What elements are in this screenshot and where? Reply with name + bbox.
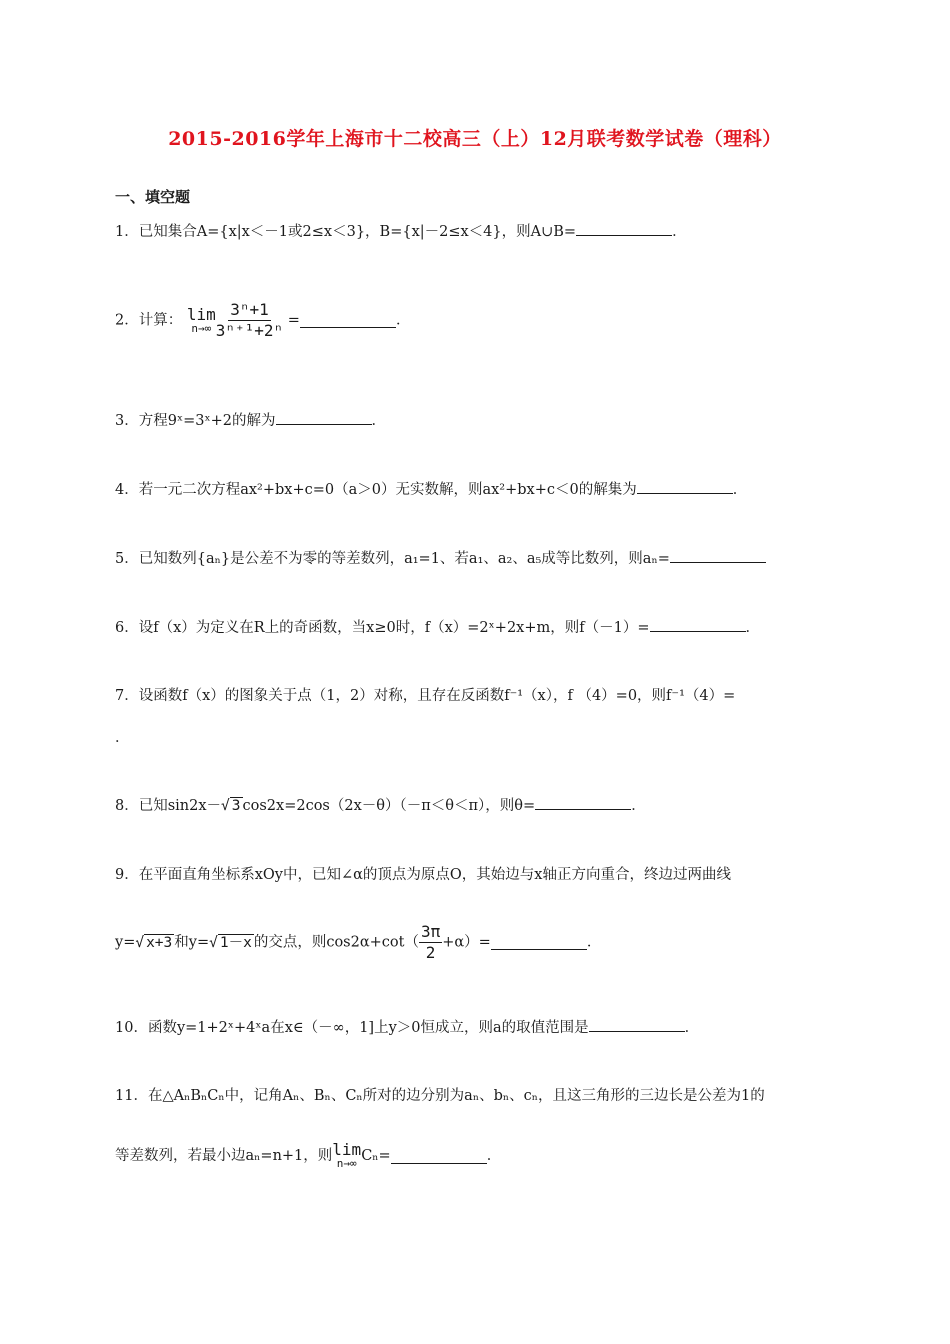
- question-1-text: 1．已知集合A={x|x＜－1或2≤x＜3}，B={x|－2≤x＜4}，则A∪B=: [115, 224, 577, 240]
- section-heading: 一、填空题: [115, 188, 191, 206]
- question-11: [115, 1086, 765, 1106]
- answer-blank-10[interactable]: [589, 1017, 685, 1032]
- fraction-expression: $\frac{\text{3ⁿ+1}}{\text{3ⁿ⁺¹+2ⁿ}}$: [215, 300, 284, 340]
- question-11-text: 11．在△AₙBₙCₙ中，记角Aₙ、Bₙ、Cₙ所对的边分别为aₙ、bₙ、cₙ，且这三角形的三边长是公差为1的: [115, 1088, 765, 1104]
- page-title: 2015-2016学年上海市十二校高三（上）12月联考数学试卷（理科）: [168, 128, 782, 150]
- answer-blank-11[interactable]: [391, 1149, 487, 1164]
- answer-blank-3[interactable]: [276, 410, 372, 425]
- question-9-continued: y=√ x+3 和y=√ 1－x 的交点，则cos2α+cot（ $\frac{3\pi}{2}$ +α）= ．: [115, 922, 602, 962]
- question-6-text: 6．设f（x）为定义在R上的奇函数，当x≥0时，f（x）=2ˣ+2x+m，则f（－1）=: [115, 620, 650, 636]
- question-5: [115, 548, 766, 569]
- answer-blank-5[interactable]: [670, 548, 766, 563]
- answer-blank-2[interactable]: [300, 313, 396, 328]
- question-7-continued: ．: [115, 730, 130, 746]
- question-3: 3．方程9ˣ=3ˣ+2的解为 ．: [115, 410, 386, 431]
- sqrt-expression: √ 1－x: [209, 934, 252, 951]
- question-7: [115, 686, 735, 706]
- question-4: 4．若一元二次方程ax²+bx+c=0（a＞0）无实数解，则ax²+bx+c＜0的解集为 ．: [115, 479, 747, 500]
- question-2-text: 2．计算：: [115, 312, 183, 329]
- question-9-text: 9．在平面直角坐标系xOy中，已知∠α的顶点为原点O，其始边与x轴正方向重合，终边过两曲线: [115, 867, 731, 883]
- answer-blank-1[interactable]: [576, 221, 672, 236]
- answer-blank-8[interactable]: [535, 795, 631, 810]
- question-8-text: 8．已知sin2x－: [115, 798, 222, 814]
- question-11-continued: 等差数列，若最小边aₙ=n+1，则 lim n→∞ Cₙ= ．: [115, 1140, 502, 1170]
- question-3-text: 3．方程9ˣ=3ˣ+2的解为: [115, 413, 276, 429]
- question-5-text: 5．已知数列{aₙ}是公差不为零的等差数列，a₁=1、若a₁、a₂、a₅成等比数列，则aₙ=: [115, 551, 670, 567]
- sqrt-expression: √ x+3: [135, 934, 173, 951]
- limit-expression: lim n→∞: [332, 1140, 362, 1170]
- answer-blank-4[interactable]: [637, 479, 733, 494]
- question-4-text: 4．若一元二次方程ax²+bx+c=0（a＞0）无实数解，则ax²+bx+c＜0的解集为: [115, 482, 637, 498]
- fraction-expression: $\frac{3\pi}{2}$: [420, 922, 441, 962]
- question-10-text: 10．函数y=1+2ˣ+4ˣa在x∈（－∞，1]上y＞0恒成立，则a的取值范围是: [115, 1020, 589, 1036]
- limit-expression: lim n→∞: [186, 304, 216, 335]
- question-7-text: 7．设函数f（x）的图象关于点（1，2）对称，且存在反函数f⁻¹（x），f （4）=0，则f⁻¹（4）=: [115, 688, 736, 704]
- question-2: 2．计算： lim n→∞ $\frac{\text{3ⁿ+1}}{\text{3ⁿ⁺¹+2ⁿ}}$ = ．: [115, 300, 411, 340]
- question-10: 10．函数y=1+2ˣ+4ˣa在x∈（－∞，1]上y＞0恒成立，则a的取值范围是 ．: [115, 1017, 699, 1038]
- answer-blank-9[interactable]: [491, 935, 587, 950]
- question-9: [115, 865, 731, 885]
- sqrt-expression: √ 3: [221, 798, 241, 814]
- answer-blank-6[interactable]: [650, 617, 746, 632]
- question-1: 1．已知集合A={x|x＜－1或2≤x＜3}，B={x|－2≤x＜4}，则A∪B= ．: [115, 221, 687, 242]
- question-6: 6．设f（x）为定义在R上的奇函数，当x≥0时，f（x）=2ˣ+2x+m，则f（－1）= ．: [115, 617, 760, 638]
- question-8: 8．已知sin2x－√ 3 cos2x=2cos（2x－θ）（－π＜θ＜π），则θ= ．: [115, 795, 646, 816]
